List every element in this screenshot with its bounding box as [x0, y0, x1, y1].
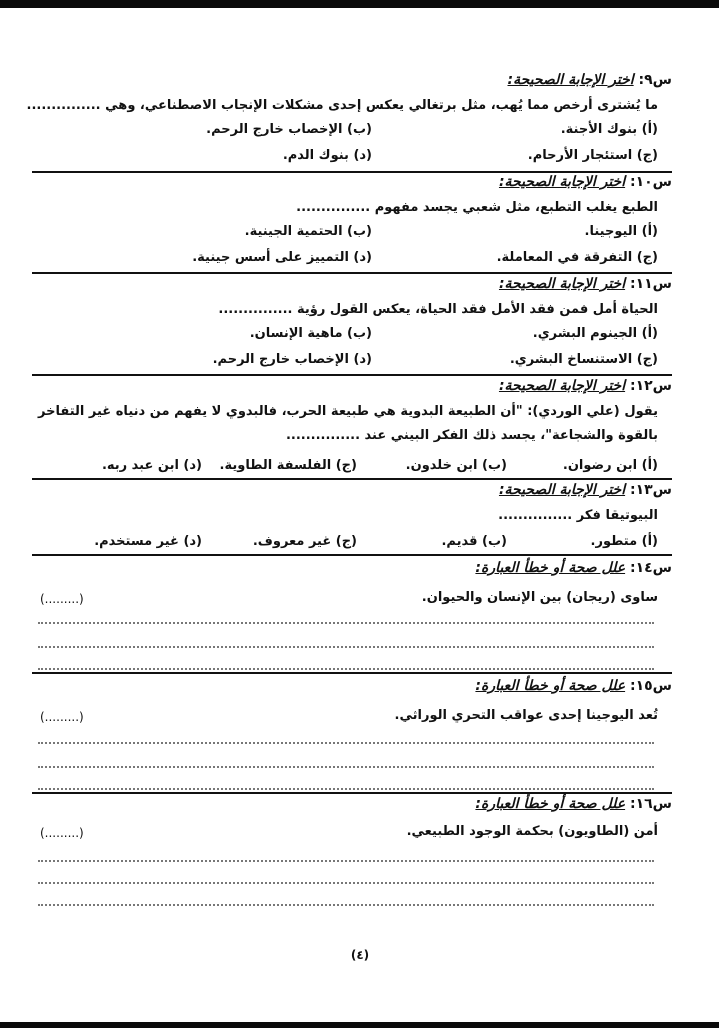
question-13: [32, 482, 672, 552]
question-statement: تُعد اليوجينا إحدى عواقب التحري الوراثي.: [394, 708, 658, 723]
answer-line[interactable]: [38, 742, 654, 744]
question-number: س١٦:: [629, 796, 672, 812]
question-instruction: اختر الإجابة الصحيحة:: [498, 482, 626, 498]
option-b[interactable]: (ب) ماهية الإنسان.: [249, 326, 372, 341]
question-12: [32, 378, 672, 476]
question-header: [508, 72, 673, 88]
question-16: [32, 796, 672, 839]
answer-line[interactable]: [38, 882, 654, 884]
section-divider: [32, 792, 672, 794]
question-header: [499, 378, 672, 394]
question-instruction: اختر الإجابة الصحيحة:: [498, 378, 626, 394]
answer-line[interactable]: [38, 860, 654, 862]
question-10: [32, 174, 672, 270]
question-instruction: اختر الإجابة الصحيحة:: [498, 174, 626, 190]
option-a[interactable]: (أ) الجينوم البشري.: [532, 326, 658, 341]
question-stem: البيوتيقا فكر ...............: [498, 508, 658, 523]
question-instruction: علل صحة أو خطأ العبارة:: [475, 560, 626, 576]
bottom-edge-bar: [0, 1022, 719, 1028]
answer-blank[interactable]: (.........): [40, 710, 84, 724]
question-instruction: اختر الإجابة الصحيحة:: [498, 276, 626, 292]
option-b[interactable]: (ب) قديم.: [441, 534, 507, 549]
question-stem: الطبع يغلب التطبع، مثل شعبي يجسد مفهوم ...............: [296, 200, 658, 215]
page-number: (٤): [350, 948, 370, 962]
question-instruction: علل صحة أو خطأ العبارة:: [475, 678, 626, 694]
question-header: [475, 796, 672, 812]
answer-blank[interactable]: (.........): [40, 592, 84, 606]
option-d[interactable]: (د) بنوك الدم.: [282, 148, 372, 163]
answer-blank[interactable]: (.........): [40, 826, 84, 840]
option-d[interactable]: (د) التمييز على أسس جينية.: [192, 250, 372, 265]
option-c[interactable]: (ج) الفلسفة الطاوية.: [219, 458, 357, 473]
question-instruction: علل صحة أو خطأ العبارة:: [475, 796, 626, 812]
option-a[interactable]: (أ) اليوجينا.: [584, 224, 658, 239]
section-divider: [32, 554, 672, 556]
section-divider: [32, 672, 672, 674]
option-c[interactable]: (ج) استئجار الأرحام.: [527, 148, 658, 163]
section-divider: [32, 171, 672, 173]
question-9: [26, 72, 672, 168]
question-number: س١٣:: [629, 482, 672, 498]
question-header: [499, 276, 672, 292]
section-divider: [32, 374, 672, 376]
answer-line[interactable]: [38, 646, 654, 648]
option-c[interactable]: (ج) الاستنساخ البشري.: [509, 352, 658, 367]
question-14: [32, 560, 672, 605]
question-header: [499, 482, 672, 498]
option-b[interactable]: (ب) ابن خلدون.: [405, 458, 507, 473]
question-instruction: اختر الإجابة الصحيحة:: [507, 72, 634, 88]
question-number: س١٥:: [629, 678, 672, 694]
answer-line[interactable]: [38, 904, 654, 906]
option-d[interactable]: (د) ابن عبد ربه.: [101, 458, 202, 473]
question-header: [475, 560, 672, 576]
question-number: س١٠:: [629, 174, 672, 190]
option-b[interactable]: (ب) الحتمية الجينية.: [244, 224, 372, 239]
answer-line[interactable]: [38, 668, 654, 670]
question-header: [499, 174, 672, 190]
question-15: [32, 678, 672, 723]
question-number: س٩:: [638, 72, 672, 88]
question-number: س١٢:: [629, 378, 672, 394]
option-a[interactable]: (أ) بنوك الأجنة.: [560, 122, 658, 137]
question-header: [475, 678, 672, 694]
option-a[interactable]: (أ) متطور.: [590, 534, 658, 549]
question-statement: أمن (الطاويون) بحكمة الوجود الطبيعي.: [406, 824, 658, 839]
question-statement: ساوى (ريجان) بين الإنسان والحيوان.: [421, 590, 658, 605]
section-divider: [32, 272, 672, 274]
question-stem: الحياة أمل فمن فقد الأمل فقد الحياة، يعكس القول رؤية ...............: [218, 302, 658, 317]
answer-line[interactable]: [38, 622, 654, 624]
question-stem: ما يُشترى أرخص مما يُهب، مثل برتغالي يعكس إحدى مشكلات الإنجاب الاصطناعي، وهي ...............: [26, 98, 658, 113]
option-c[interactable]: (ج) التفرقة في المعاملة.: [496, 250, 658, 265]
option-a[interactable]: (أ) ابن رضوان.: [562, 458, 658, 473]
question-number: س١٤:: [629, 560, 672, 576]
option-c[interactable]: (ج) غير معروف.: [252, 534, 357, 549]
option-d[interactable]: (د) غير مستخدم.: [94, 534, 202, 549]
question-stem: يقول (علي الوردي): "أن الطبيعة البدوية هي طبيعة الحرب، فالبدوي لا يفهم من دنياه غير التفاخر بالقوة والشجاعة"، يجسد ذلك الفكر البيني عند ...............: [38, 404, 658, 443]
question-11: [32, 276, 672, 372]
option-d[interactable]: (د) الإخصاب خارج الرحم.: [212, 352, 372, 367]
answer-line[interactable]: [38, 766, 654, 768]
answer-line[interactable]: [38, 788, 654, 790]
option-b[interactable]: (ب) الإخصاب خارج الرحم.: [206, 122, 372, 137]
question-number: س١١:: [629, 276, 672, 292]
section-divider: [32, 478, 672, 480]
